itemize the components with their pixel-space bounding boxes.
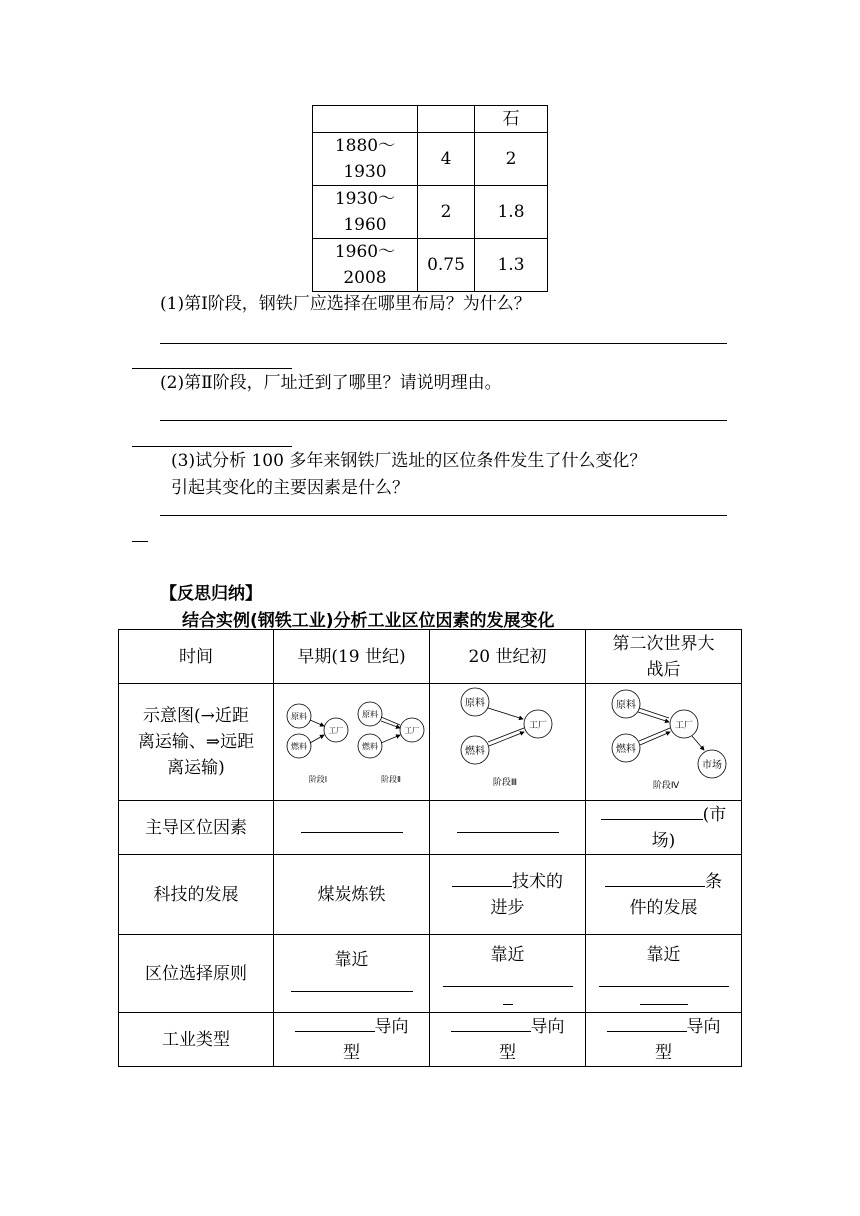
factor-early-blank[interactable]: [274, 801, 430, 855]
stage-4-diagram: [586, 684, 741, 792]
summary-table: [118, 629, 742, 1067]
tech-20th-cell[interactable]: 技术的 进步: [430, 855, 586, 935]
market-node: 市场: [702, 760, 722, 771]
factor-20th-blank[interactable]: [430, 801, 586, 855]
data-table-header-cell: [418, 106, 475, 133]
header-postwar: 第二次世界大 战后: [586, 630, 742, 684]
value-cell: 0.75: [418, 239, 475, 292]
principle-20th-cell[interactable]: 靠近: [430, 935, 586, 1013]
fuel-node: 燃料: [291, 742, 307, 751]
stage-3-diagram: [430, 684, 585, 792]
answer-line: [160, 420, 727, 421]
stage-1-2-diagram: [274, 684, 429, 792]
period-cell: [313, 133, 418, 186]
period-end: 1930: [343, 162, 387, 182]
answer-line: [132, 446, 292, 447]
stage-3-label: 阶段Ⅲ: [492, 778, 518, 788]
answer-line: [132, 541, 148, 542]
principle-early-cell[interactable]: 靠近: [274, 935, 430, 1013]
header-20th-century: 20 世纪初: [430, 630, 586, 684]
type-label: 工业类型: [119, 1013, 274, 1067]
question-1: (1)第Ⅰ阶段，钢铁厂应选择在哪里布局？为什么？: [160, 294, 531, 314]
diagram-stage-4: [586, 684, 742, 801]
table-row: [119, 1013, 742, 1067]
svg-text:燃料: 燃料: [616, 744, 636, 755]
svg-text:工厂: 工厂: [528, 721, 548, 731]
answer-line: [160, 343, 727, 344]
answer-line: [132, 368, 292, 369]
table-row: [119, 855, 742, 935]
svg-text:工厂: 工厂: [404, 726, 420, 735]
stage-2-label: 阶段Ⅱ: [381, 775, 401, 784]
diagram-label: 示意图(→近距 离运输、⇒远距 离运输): [119, 684, 274, 801]
value-cell: 2: [475, 133, 548, 186]
svg-text:工厂: 工厂: [674, 721, 694, 731]
stage-1-label: 阶段Ⅰ: [308, 775, 328, 784]
period-end: 1960: [343, 215, 387, 235]
table-row: [313, 239, 548, 292]
factor-label: 主导区位因素: [119, 801, 274, 855]
question-2: (2)第Ⅱ阶段，厂址迁到了哪里？请说明理由。: [160, 373, 502, 393]
period-start: 1960～: [334, 242, 396, 262]
data-table: [312, 105, 548, 292]
value-cell: 1.8: [475, 186, 548, 239]
value-cell: 2: [418, 186, 475, 239]
raw-node: 原料: [291, 712, 307, 721]
type-20th-cell[interactable]: 导向 型: [430, 1013, 586, 1067]
data-table-header-cell: [313, 106, 418, 133]
principle-postwar-cell[interactable]: 靠近: [586, 935, 742, 1013]
table-row: [119, 684, 742, 801]
period-end: 2008: [343, 268, 387, 288]
factory-node: 工厂: [328, 726, 344, 735]
data-table-header-cell: 石: [475, 106, 548, 133]
tech-label: 科技的发展: [119, 855, 274, 935]
type-early-cell[interactable]: 导向 型: [274, 1013, 430, 1067]
section-heading: 【反思归纳】: [160, 584, 262, 604]
tech-postwar-cell[interactable]: 条 件的发展: [586, 855, 742, 935]
svg-text:燃料: 燃料: [362, 742, 378, 751]
diagram-stage-1-2: [274, 684, 430, 801]
table-row: [313, 186, 548, 239]
period-cell: [313, 186, 418, 239]
table-row: [119, 630, 742, 684]
svg-text:原料: 原料: [616, 700, 636, 711]
table-row: [313, 133, 548, 186]
principle-label: 区位选择原则: [119, 935, 274, 1013]
table-row: [119, 935, 742, 1013]
svg-text:燃料: 燃料: [465, 746, 485, 757]
section-subtitle: 结合实例(钢铁工业)分析工业区位因素的发展变化: [182, 611, 555, 631]
period-start: 1880～: [334, 136, 396, 156]
period-cell: [313, 239, 418, 292]
header-time: 时间: [119, 630, 274, 684]
value-cell: 1.3: [475, 239, 548, 292]
question-3-line-2: 引起其变化的主要因素是什么？: [171, 478, 409, 498]
value-cell: 4: [418, 133, 475, 186]
type-postwar-cell[interactable]: 导向 型: [586, 1013, 742, 1067]
svg-text:原料: 原料: [465, 698, 485, 709]
answer-line: [160, 515, 727, 516]
diagram-stage-3: [430, 684, 586, 801]
period-start: 1930～: [334, 189, 396, 209]
tech-early: 煤炭炼铁: [274, 855, 430, 935]
question-3-line-1: (3)试分析 100 多年来钢铁厂选址的区位条件发生了什么变化？: [171, 451, 647, 471]
factor-postwar-cell[interactable]: (市 场): [586, 801, 742, 855]
table-row: [119, 801, 742, 855]
stage-4-label: 阶段Ⅳ: [652, 781, 680, 791]
svg-text:原料: 原料: [362, 710, 378, 719]
header-early: 早期(19 世纪): [274, 630, 430, 684]
